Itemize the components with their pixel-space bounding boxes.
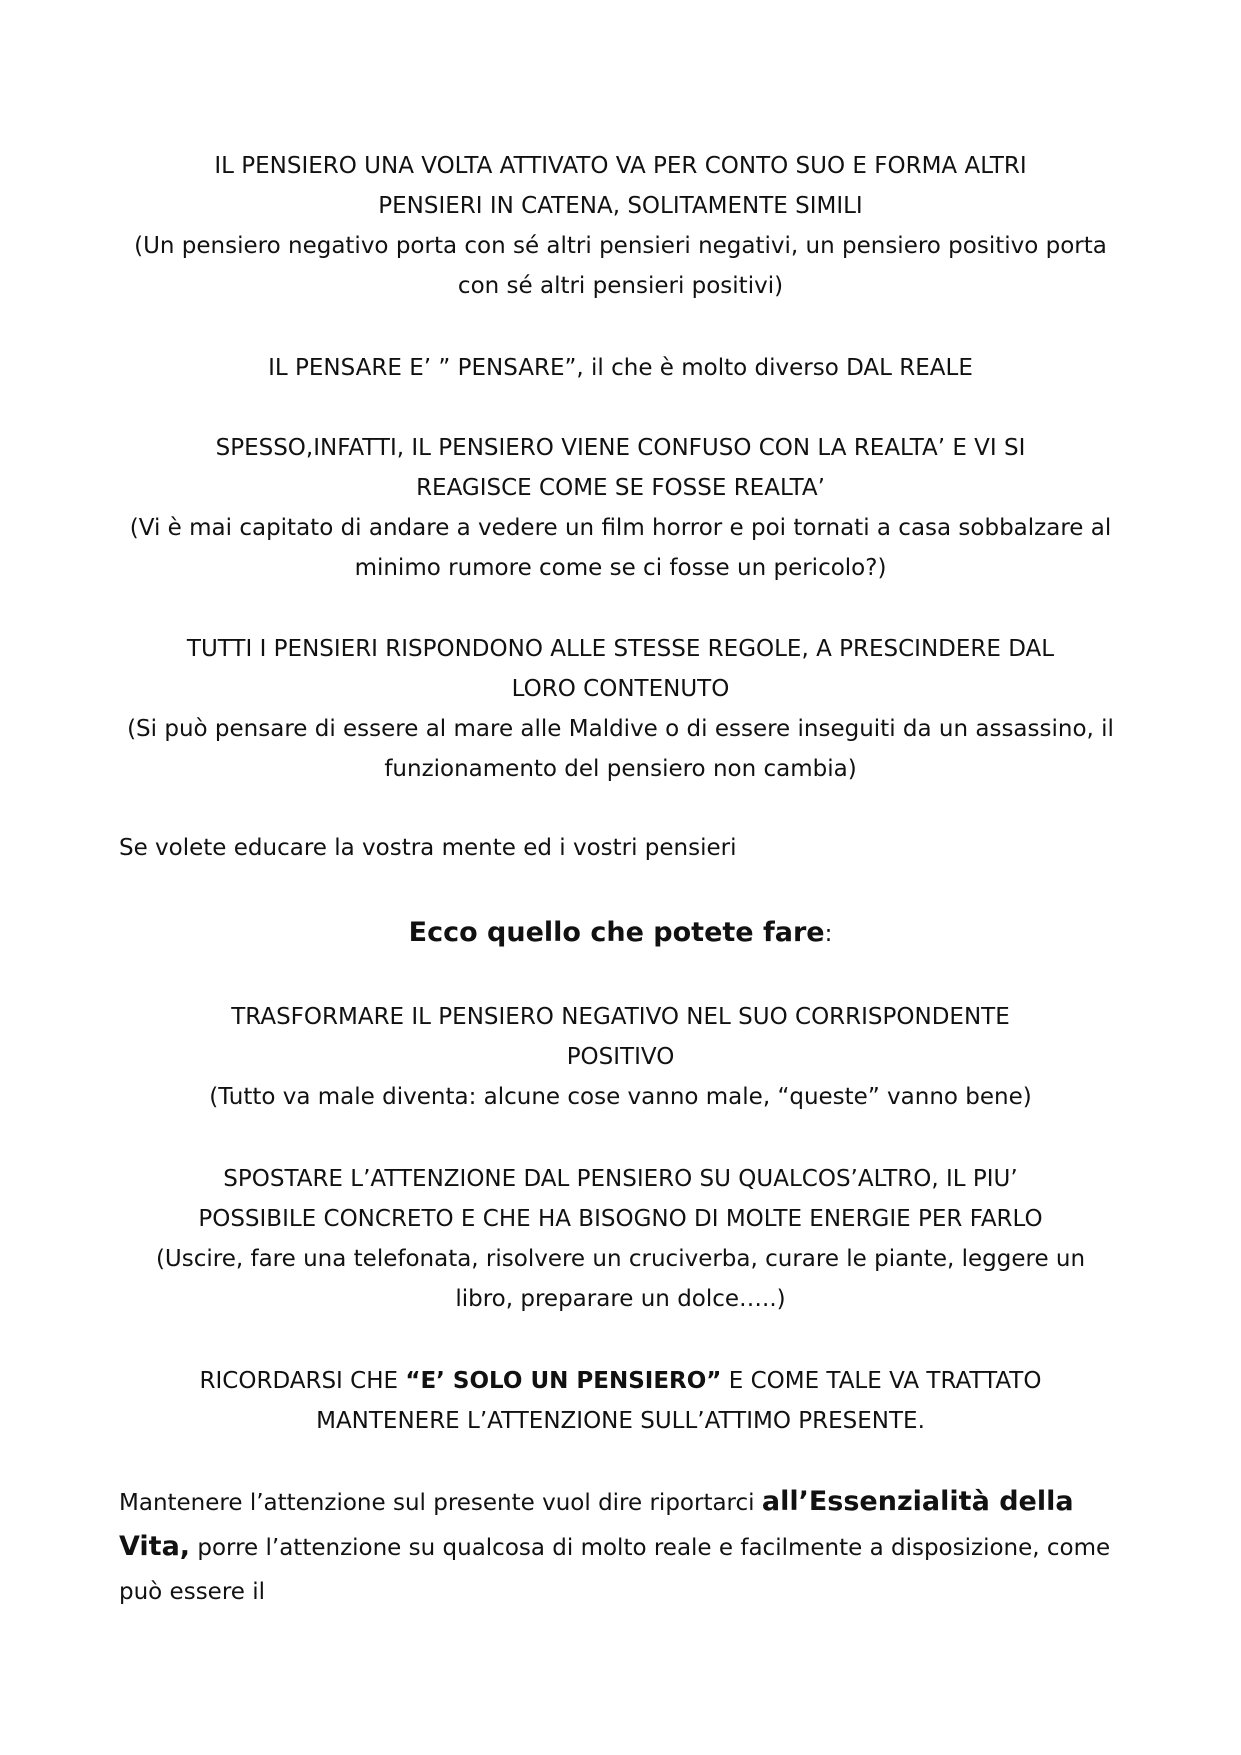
section-4	[100, 629, 1141, 789]
reminder-line-2: MANTENERE L’ATTENZIONE SULL’ATTIMO PRESENTE.	[316, 1408, 925, 1434]
closing-line-3: può essere il	[119, 1579, 266, 1605]
tip-2	[100, 1159, 1141, 1319]
section-title-line: SPESSO,INFATTI, IL PENSIERO VIENE CONFUSO CON LA REALTA’ E VI SI	[215, 435, 1026, 461]
section-note-line: (Vi è mai capitato di andare a vedere un film horror e poi tornati a casa sobbalzare al	[129, 515, 1112, 541]
section-note-line: (Si può pensare di essere al mare alle Maldive o di essere inseguiti da un assassino, il	[127, 716, 1114, 742]
section-3	[100, 428, 1141, 588]
reminder-prefix: RICORDARSI CHE	[199, 1368, 406, 1394]
action-heading	[100, 913, 1141, 954]
tip-1	[100, 997, 1141, 1117]
tip-title-line: POSSIBILE CONCRETO E CHE HA BISOGNO DI MOLTE ENERGIE PER FARLO	[198, 1206, 1043, 1232]
section-note-line: con sé altri pensieri positivi)	[457, 273, 784, 299]
action-heading-text: Ecco quello che potete fare	[408, 917, 825, 948]
section-title-line: REAGISCE COME SE FOSSE REALTA’	[416, 475, 825, 501]
closing-emphasis-2: Vita,	[119, 1531, 191, 1562]
section-2	[100, 348, 1141, 388]
closing-text-1: Mantenere l’attenzione sul presente vuol dire riportarci	[119, 1490, 762, 1516]
reminder	[100, 1361, 1141, 1441]
tip-note-line: libro, preparare un dolce…..)	[455, 1286, 786, 1312]
section-title-line: PENSIERI IN CATENA, SOLITAMENTE SIMILI	[378, 193, 863, 219]
section-title-line: IL PENSIERO UNA VOLTA ATTIVATO VA PER CONTO SUO E FORMA ALTRI	[214, 153, 1027, 179]
section-note-line: funzionamento del pensiero non cambia)	[384, 756, 857, 782]
reminder-emphasis: “E’ SOLO UN PENSIERO”	[405, 1368, 722, 1394]
closing-paragraph	[119, 1480, 1123, 1614]
tip-title-line: TRASFORMARE IL PENSIERO NEGATIVO NEL SUO CORRISPONDENTE	[231, 1004, 1010, 1030]
tip-note-line: (Uscire, fare una telefonata, risolvere un cruciverba, curare le piante, leggere un	[155, 1246, 1086, 1272]
tip-title-line: POSITIVO	[566, 1044, 675, 1070]
tip-note-line: (Tutto va male diventa: alcune cose vanno male, “queste” vanno bene)	[209, 1084, 1032, 1110]
section-title-line: TUTTI I PENSIERI RISPONDONO ALLE STESSE REGOLE, A PRESCINDERE DAL	[186, 636, 1055, 662]
reminder-suffix: E COME TALE VA TRATTATO	[721, 1368, 1042, 1394]
intro-text: Se volete educare la vostra mente ed i vostri pensieri	[119, 835, 737, 861]
action-heading-colon: :	[824, 921, 833, 947]
section-title-line: IL PENSARE E’ ” PENSARE”, il che è molto diverso DAL REALE	[268, 355, 973, 381]
tip-title-line: SPOSTARE L’ATTENZIONE DAL PENSIERO SU QUALCOS’ALTRO, IL PIU’	[223, 1166, 1018, 1192]
section-1	[100, 146, 1141, 306]
closing-emphasis-1: all’Essenzialità della	[761, 1486, 1074, 1517]
section-title-line: LORO CONTENUTO	[511, 676, 730, 702]
section-note-line: (Un pensiero negativo porta con sé altri pensieri negativi, un pensiero positivo porta	[134, 233, 1107, 259]
closing-text-2: porre l’attenzione su qualcosa di molto reale e facilmente a disposizione, come	[190, 1535, 1111, 1561]
section-note-line: minimo rumore come se ci fosse un pericolo?)	[354, 555, 887, 581]
intro-paragraph	[119, 828, 1119, 868]
